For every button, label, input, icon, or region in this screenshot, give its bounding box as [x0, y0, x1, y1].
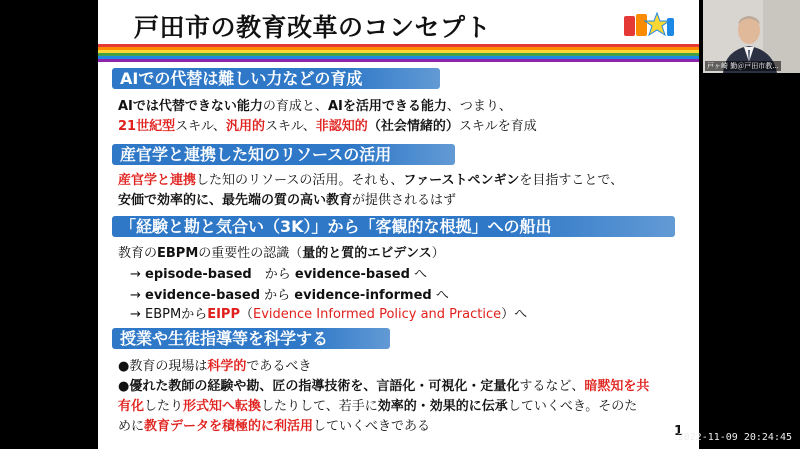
text-segment: ファーストペンギン — [403, 173, 520, 188]
text-segment: 能力 — [236, 99, 263, 114]
text-segment: したりして、若手に — [261, 399, 378, 414]
section-science-line-4 — [118, 418, 430, 436]
text-segment: していくべきである — [313, 419, 431, 434]
text-segment: へ — [431, 288, 449, 303]
text-segment: → — [130, 267, 146, 282]
slide — [98, 0, 699, 449]
text-segment: から — [260, 288, 295, 303]
section-header-evidence: 「経験と勘と気合い（3K）」から「客観的な根拠」への船出 — [112, 216, 675, 237]
text-segment: episode-based — [145, 267, 252, 282]
text-segment: 産官学と連携 — [118, 173, 197, 188]
text-segment: ）へ — [501, 307, 528, 322]
text-segment: evidence-based — [145, 288, 261, 303]
text-segment: 21世紀型 — [118, 119, 176, 134]
text-segment: 科学的 — [207, 359, 247, 374]
text-segment: 有化 — [118, 399, 145, 414]
text-segment: 教育の — [118, 246, 158, 261]
section-ai-line-2 — [118, 118, 537, 136]
text-segment: の重要性の認識（ — [198, 246, 303, 261]
text-segment: Evidence Informed Policy and Practice — [253, 307, 502, 322]
text-segment: から — [251, 267, 295, 282]
section-science-line-2 — [118, 378, 649, 396]
participant-name-label: 戸ヶ崎 勤＠戸田市教... — [707, 62, 779, 70]
section-science-line-1 — [118, 358, 311, 376]
text-segment: スキル、 — [264, 119, 316, 134]
text-segment: 効率的・効果的に伝承 — [377, 399, 508, 414]
text-segment: 汎用的 — [225, 119, 265, 134]
text-segment: スキルを育成 — [458, 119, 537, 134]
text-segment: が提供されるはず — [352, 193, 457, 208]
rainbow-stripe — [98, 59, 699, 62]
text-segment: 暗黙知を共 — [584, 379, 650, 394]
text-segment: 形式知へ転換 — [183, 399, 262, 414]
section-evidence-line-3 — [130, 287, 449, 305]
section-ai-line-1 — [118, 98, 512, 116]
text-segment: したり — [144, 399, 184, 414]
section-header-science: 授業や生徒指導等を科学する — [112, 328, 390, 349]
text-segment: EIPP — [207, 307, 240, 322]
text-segment: であるべき — [246, 359, 312, 374]
text-segment: を目指すことで、 — [519, 173, 624, 188]
section-evidence-line-4 — [130, 306, 527, 324]
text-segment: の育成と、 — [262, 99, 328, 114]
text-segment: 教育データを積極的に利活用 — [144, 419, 314, 434]
timestamp: 2022-11-09 20:24:45 — [677, 432, 792, 443]
text-segment: めに — [118, 419, 145, 434]
text-segment: evidence-informed — [294, 288, 432, 303]
text-segment: （社会情緒的） — [367, 119, 459, 134]
text-segment: AIでは代替できない — [118, 99, 237, 114]
section-header-collaboration: 産官学と連携した知のリソースの活用 — [112, 144, 455, 165]
text-segment: evidence-based — [294, 267, 410, 282]
text-segment: → — [130, 288, 146, 303]
section-header-ai: AIでの代替は難しい力などの育成 — [112, 68, 440, 89]
text-segment: AIを活用できる能力 — [327, 99, 447, 114]
text-segment: 、つまり、 — [446, 99, 512, 114]
text-segment: 安価で効率的に、最先端の質の高い教育 — [118, 193, 353, 208]
text-segment: EBPM — [157, 246, 199, 261]
text-segment: （ — [240, 307, 254, 322]
text-segment: ●教育の現場は — [118, 359, 208, 374]
text-segment: スキル、 — [175, 119, 226, 134]
text-segment: 優れた教師の経験や勘、匠の指導技術を、言語化・可視化・定量化 — [129, 379, 520, 394]
rainbow-bar — [98, 44, 699, 60]
toda-education-logo — [624, 10, 674, 40]
text-segment: 量的と質的エビデンス — [302, 246, 432, 261]
section-evidence-line-1 — [118, 245, 445, 263]
section-collab-line-1 — [118, 172, 623, 190]
section-science-line-3 — [118, 398, 637, 416]
text-segment: へ — [409, 267, 428, 282]
participant-video-tile[interactable] — [703, 0, 800, 73]
section-collab-line-2 — [118, 192, 456, 210]
text-segment: ） — [431, 246, 445, 261]
slide-title: 戸田市の教育改革のコンセプト — [134, 13, 492, 42]
page-number: 1 — [674, 424, 684, 439]
text-segment: した知のリソースの活用。それも、 — [196, 173, 404, 188]
text-segment: → EBPMから — [130, 307, 208, 322]
section-evidence-line-2 — [130, 266, 427, 284]
text-segment: していくべき。そのた — [507, 399, 638, 414]
text-segment: するなど、 — [519, 379, 585, 394]
text-segment: 非認知的 — [315, 119, 368, 134]
text-segment: ● — [118, 379, 130, 394]
